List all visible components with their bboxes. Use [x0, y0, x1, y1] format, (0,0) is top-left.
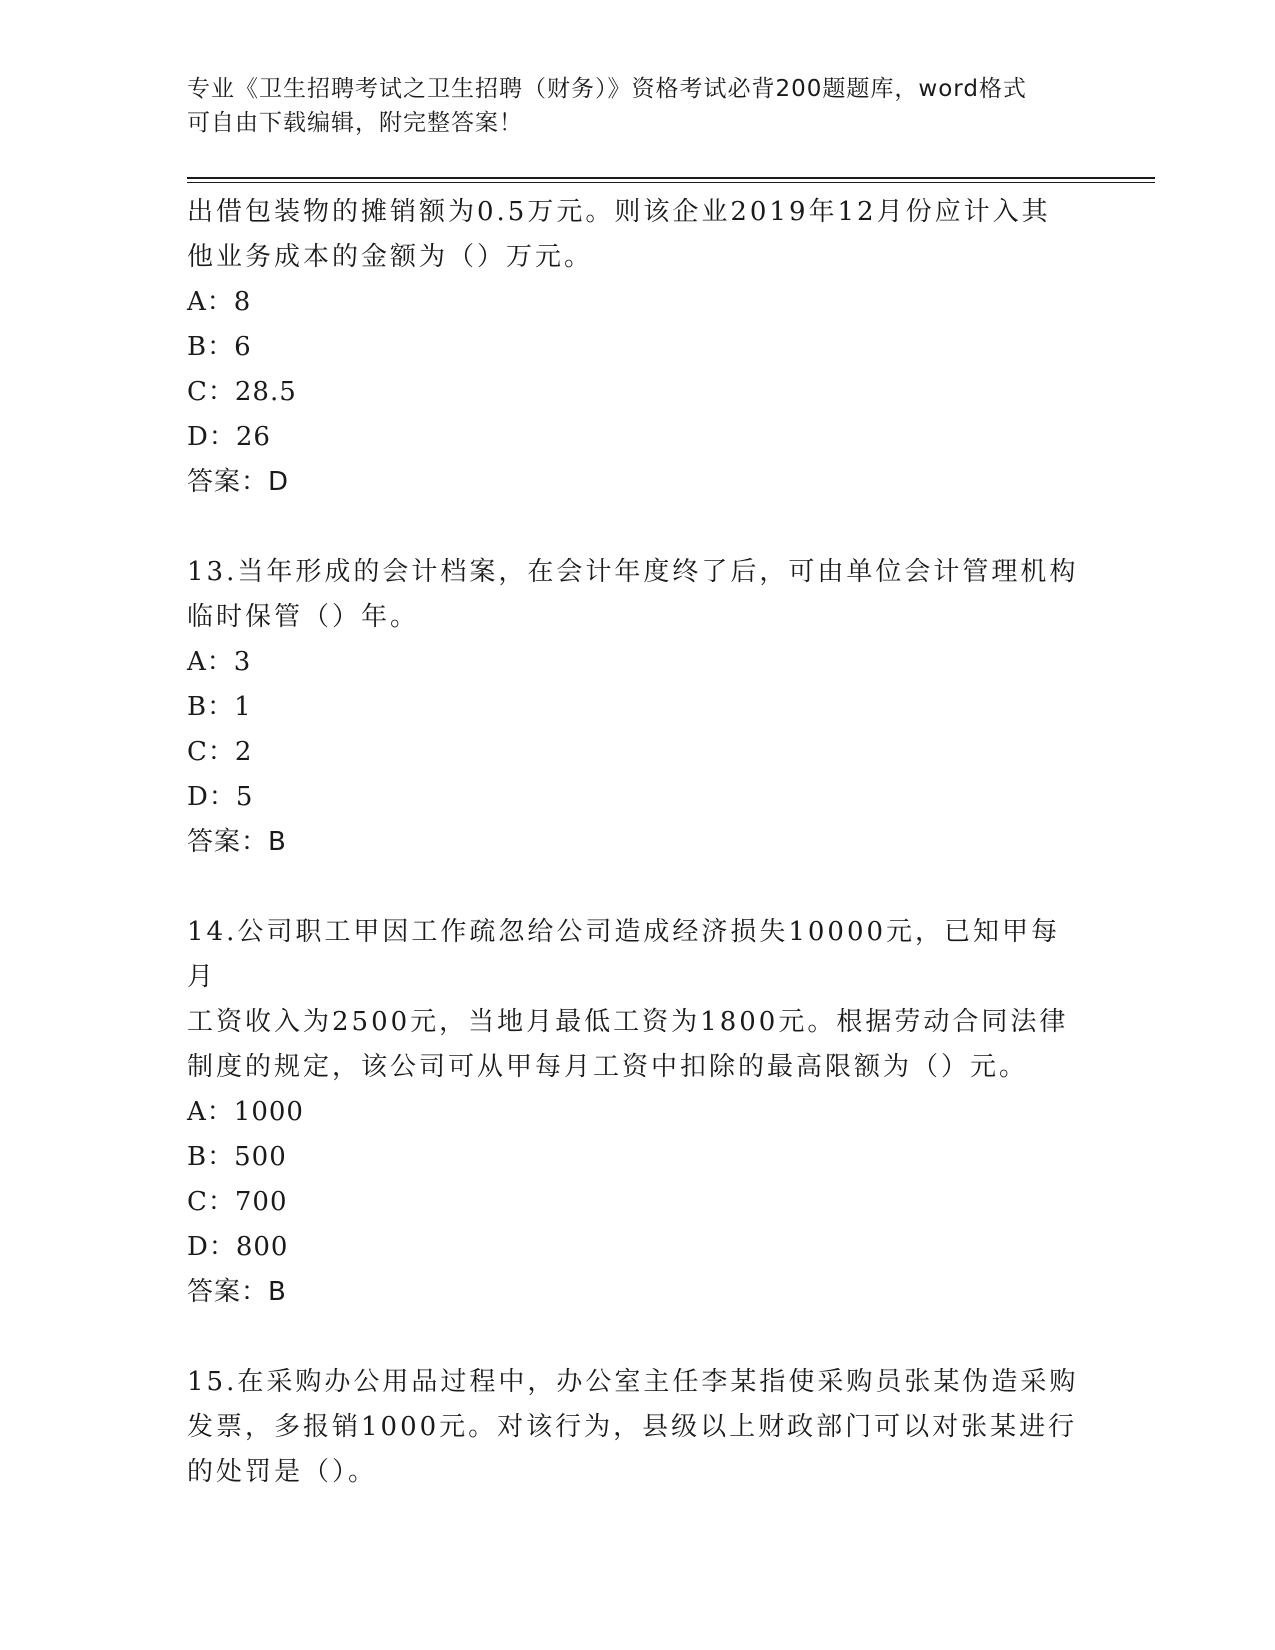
- option-c: C：28.5: [187, 377, 297, 407]
- question-text: 13.当年形成的会计档案，在会计年度终了后，可由单位会计管理机构 临时保管（）年。: [187, 557, 1079, 632]
- option-b: B：500: [187, 1142, 287, 1172]
- option-c: C：2: [187, 737, 253, 767]
- option-b: B：6: [187, 332, 252, 362]
- question-text: 14.公司职工甲因工作疏忽给公司造成经济损失10000元，已知甲每月 工资收入为2500元，当地月最低工资为1800元。根据劳动合同法律 制度的规定，该公司可从甲每月工资中扣除的最高限额为（）元。: [187, 917, 1069, 1082]
- answer-line: 答案：B: [187, 827, 287, 857]
- option-d: D：5: [187, 782, 254, 812]
- answer-line: 答案：D: [187, 467, 290, 497]
- option-b: B：1: [187, 692, 252, 722]
- option-d: D：26: [187, 422, 271, 452]
- question-list: [187, 190, 1087, 1540]
- question-13: [187, 550, 1087, 865]
- question-text: 15.在采购办公用品过程中，办公室主任李某指使采购员张某伪造采购 发票，多报销1000元。对该行为，县级以上财政部门可以对张某进行 的处罚是（）。: [187, 1367, 1079, 1487]
- question-12: [187, 190, 1087, 505]
- option-a: A：3: [187, 647, 252, 677]
- page-header: 专业《卫生招聘考试之卫生招聘（财务）》资格考试必背200题题库，word格式 可自由下载编辑，附完整答案！: [187, 76, 1027, 136]
- option-a: A：1000: [187, 1097, 304, 1127]
- question-15: [187, 1360, 1087, 1495]
- answer-line: 答案：B: [187, 1277, 287, 1307]
- question-14: [187, 910, 1087, 1315]
- option-a: A：8: [187, 287, 252, 317]
- question-text: 出借包装物的摊销额为0.5万元。则该企业2019年12月份应计入其 他业务成本的金额为（）万元。: [187, 197, 1051, 272]
- option-d: D：800: [187, 1232, 289, 1262]
- option-c: C：700: [187, 1187, 288, 1217]
- header-divider: [187, 177, 1155, 183]
